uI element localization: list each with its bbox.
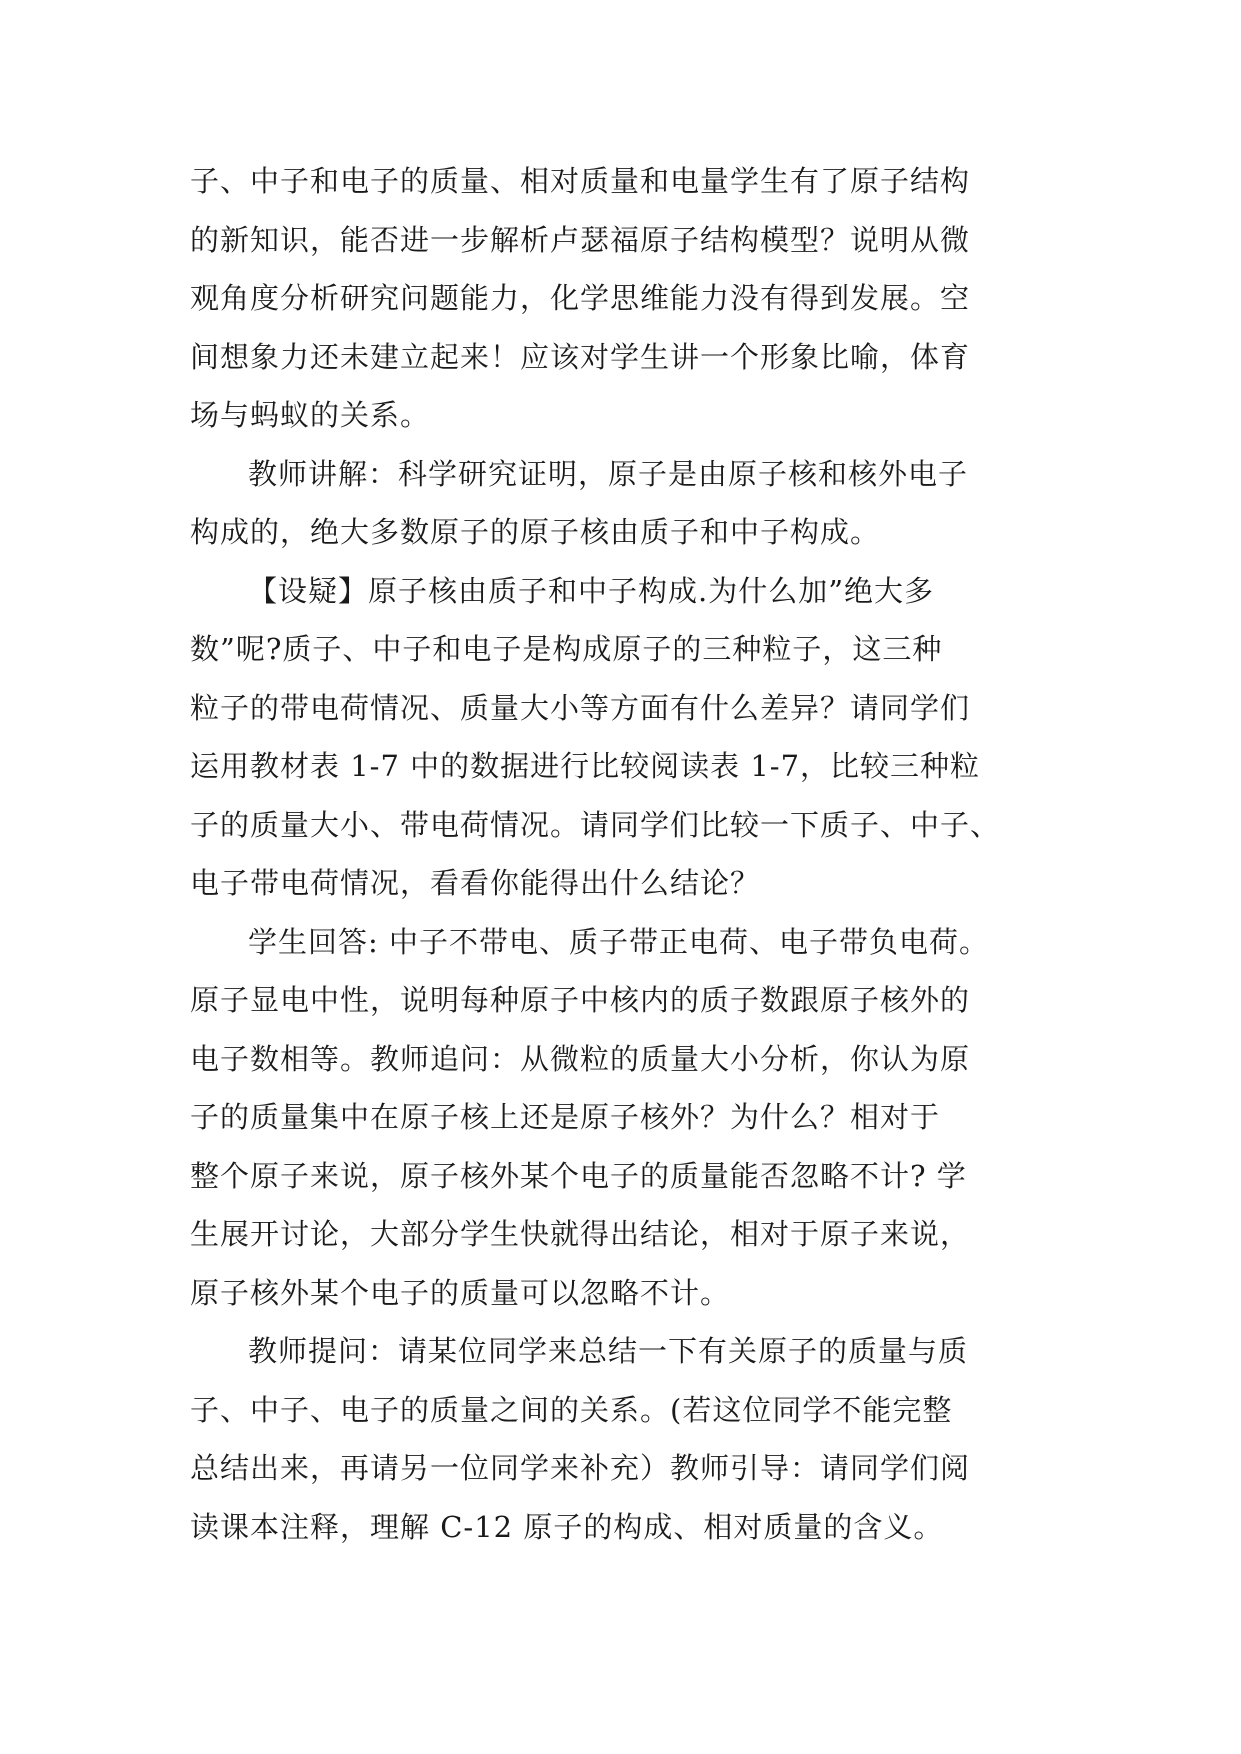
paragraph-first-line: 教师讲解：科学研究证明，原子是由原子核和核外电子 — [248, 456, 969, 491]
paragraph-first-line: 【设疑】原子核由质子和中子构成.为什么加”绝大多 — [248, 573, 935, 608]
body-text — [190, 152, 1060, 1556]
text-line: 数”呢?质子、中子和电子是构成原子的三种粒子，这三种 — [190, 632, 943, 666]
text-line: 总结出来，再请另一位同学来补充）教师引导：请同学们阅 — [190, 1451, 971, 1485]
text-line: 原子核外某个电子的质量可以忽略不计。 — [190, 1275, 731, 1310]
text-line: 的新知识，能否进一步解析卢瑟福原子结构模型？说明从微 — [190, 222, 971, 257]
paragraph-first-line: 学生回答: 中子不带电、质子带正电荷、电子带负电荷。 — [248, 924, 989, 959]
text-line: 原子显电中性，说明每种原子中核内的质子数跟原子核外的 — [190, 983, 971, 1017]
text-line: 电子带电荷情况，看看你能得出什么结论？ — [190, 866, 761, 900]
text-line: 运用教材表 1-7 中的数据进行比较阅读表 1-7，比较三种粒 — [190, 749, 981, 783]
text-line: 粒子的带电荷情况、质量大小等方面有什么差异？请同学们 — [190, 690, 971, 725]
paragraph-first-line: 教师提问：请某位同学来总结一下有关原子的质量与质 — [248, 1334, 969, 1368]
text-line: 子的质量集中在原子核上还是原子核外？为什么？相对于 — [190, 1100, 941, 1134]
text-line: 电子数相等。教师追问：从微粒的质量大小分析，你认为原 — [190, 1041, 971, 1076]
text-line: 构成的，绝大多数原子的原子核由质子和中子构成。 — [190, 515, 881, 549]
text-line: 子、中子、电子的质量之间的关系。(若这位同学不能完整 — [190, 1392, 953, 1427]
text-line: 间想象力还未建立起来！应该对学生讲一个形象比喻，体育 — [190, 339, 971, 374]
text-line: 场与蚂蚁的关系。 — [190, 398, 431, 432]
text-line: 整个原子来说，原子核外某个电子的质量能否忽略不计? 学 — [190, 1158, 967, 1193]
text-line: 生展开讨论，大部分学生快就得出结论，相对于原子来说， — [190, 1217, 971, 1251]
text-line: 子的质量大小、带电荷情况。请同学们比较一下质子、中子、 — [190, 807, 1001, 842]
text-line: 观角度分析研究问题能力，化学思维能力没有得到发展。空 — [190, 281, 971, 315]
text-line: 子、中子和电子的质量、相对质量和电量学生有了原子结构 — [190, 164, 971, 198]
text-line: 读课本注释，理解 C-12 原子的构成、相对质量的含义。 — [190, 1509, 944, 1544]
